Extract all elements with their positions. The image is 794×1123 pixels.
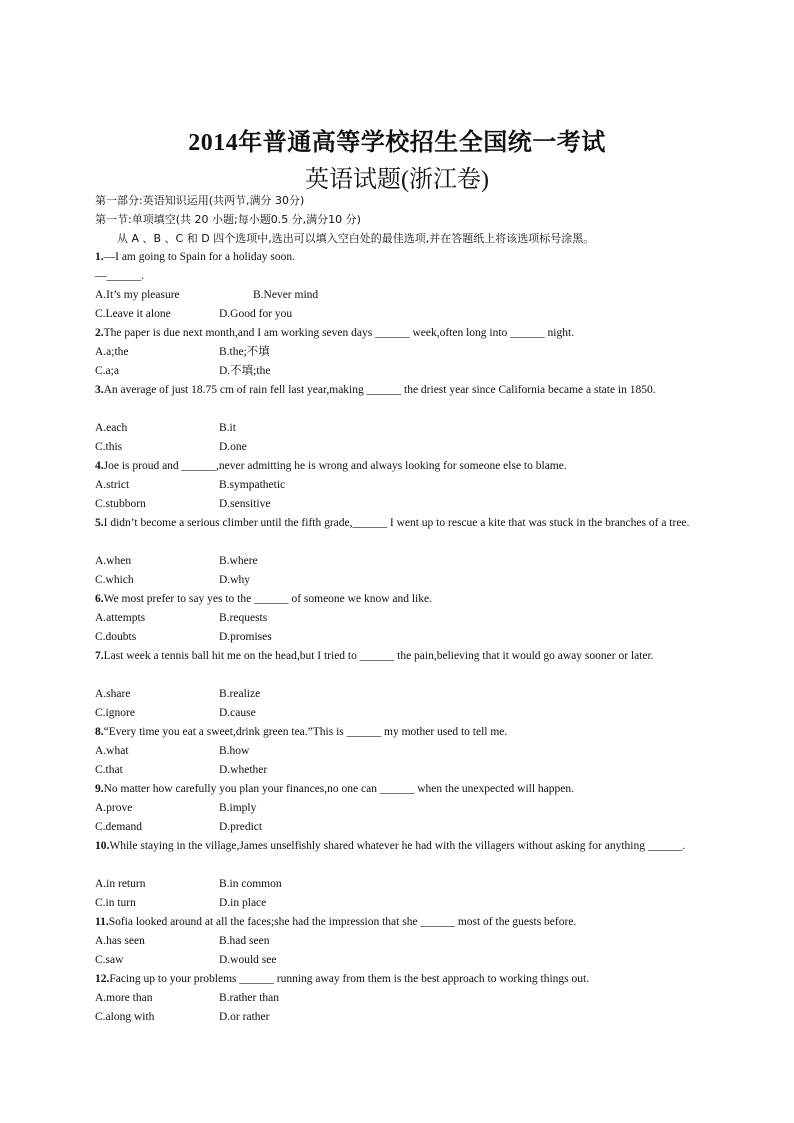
option-d: D.promises [219, 631, 272, 643]
option-b: B.requests [219, 612, 268, 624]
options-row [95, 685, 690, 704]
question-number: 7. [95, 650, 104, 662]
question-11 [95, 913, 690, 932]
option-a: A.has seen [95, 935, 145, 947]
option-d: D.one [219, 441, 247, 453]
option-b: B.sympathetic [219, 479, 286, 491]
question-12 [95, 970, 690, 989]
option-a: A.share [95, 688, 131, 700]
question-text: —I am going to Spain for a holiday soon. [103, 251, 295, 263]
option-a: A.prove [95, 802, 133, 814]
option-c: C.which [95, 574, 134, 586]
option-c: C.ignore [95, 707, 135, 719]
option-b: B.it [219, 422, 236, 434]
question-10 [95, 837, 690, 875]
question-8 [95, 723, 690, 742]
question-text: Facing up to your problems ______ running away from them is the best approach to working things out. [109, 973, 590, 985]
question-text: While staying in the village,James unselfishly shared whatever he had with the villagers without asking for anything ______. [109, 840, 686, 852]
option-d: D.why [219, 574, 250, 586]
question-number: 3. [95, 384, 104, 396]
question-text: Joe is proud and ______,never admitting he is wrong and always looking for someone else to blame. [103, 460, 567, 472]
options-row [95, 951, 690, 970]
option-d: D.Good for you [219, 308, 293, 320]
options-row [95, 894, 690, 913]
options-row [95, 742, 690, 761]
question-text: An average of just 18.75 cm of rain fell last year,making ______ the driest year since California became a state in 1850. [103, 384, 656, 396]
question-text: Sofia looked around at all the faces;she had the impression that she ______ most of the guests before. [108, 916, 577, 928]
option-d: D.in place [219, 897, 267, 909]
options-row [95, 305, 690, 324]
exam-content [95, 191, 690, 1027]
option-b: B.rather than [219, 992, 280, 1004]
option-c: C.Leave it alone [95, 308, 171, 320]
option-b: B.imply [219, 802, 257, 814]
question-text: Last week a tennis ball hit me on the head,but I tried to ______ the pain,believing that it would go away sooner or later. [103, 650, 654, 662]
option-d: D.cause [219, 707, 256, 719]
options-row [95, 476, 690, 495]
options-row [95, 761, 690, 780]
options-row [95, 495, 690, 514]
question-6 [95, 590, 690, 609]
option-a: A.in return [95, 878, 146, 890]
options-row [95, 609, 690, 628]
options-row [95, 818, 690, 837]
question-text: “Every time you eat a sweet,drink green tea.”This is ______ my mother used to tell me. [103, 726, 508, 738]
option-c: C.a;a [95, 365, 119, 377]
option-b: B.the;不填 [219, 346, 270, 358]
option-d: D.would see [219, 954, 277, 966]
question-text: The paper is due next month,and I am working seven days ______ week,often long into ______ night. [103, 327, 575, 339]
question-number: 12. [95, 973, 110, 985]
options-row [95, 362, 690, 381]
question-number: 5. [95, 517, 104, 529]
options-row [95, 932, 690, 951]
question-number: 8. [95, 726, 104, 738]
options-row [95, 704, 690, 723]
option-c: C.demand [95, 821, 142, 833]
option-a: A.strict [95, 479, 130, 491]
question-number: 10. [95, 840, 110, 852]
question-number: 6. [95, 593, 104, 605]
options-row [95, 989, 690, 1008]
option-c: C.doubts [95, 631, 137, 643]
exam-title: 2014年普通高等学校招生全国统一考试 [188, 130, 606, 156]
option-a: A.more than [95, 992, 153, 1004]
question-1 [95, 248, 690, 267]
question-9 [95, 780, 690, 799]
question-text: I didn’t become a serious climber until the fifth grade,______ I went up to rescue a kite that was stuck in the branches of a tree. [103, 517, 690, 529]
option-b: B.Never mind [253, 289, 319, 301]
option-a: A.It’s my pleasure [95, 289, 180, 301]
options-row [95, 875, 690, 894]
option-c: C.saw [95, 954, 124, 966]
question-1-reply: —______. [95, 270, 144, 282]
option-b: B.where [219, 555, 258, 567]
question-4 [95, 457, 690, 476]
options-row [95, 571, 690, 590]
question-number: 11. [95, 916, 109, 928]
option-c: C.along with [95, 1011, 155, 1023]
question-3 [95, 381, 690, 419]
option-d: D.predict [219, 821, 263, 833]
options-row [95, 552, 690, 571]
option-a: A.a;the [95, 346, 129, 358]
question-number: 4. [95, 460, 104, 472]
question-number: 2. [95, 327, 104, 339]
question-7 [95, 647, 690, 685]
question-number: 1. [95, 251, 104, 263]
option-a: A.each [95, 422, 128, 434]
options-row [95, 1008, 690, 1027]
option-d: D.sensitive [219, 498, 271, 510]
option-c: C.stubborn [95, 498, 146, 510]
question-5 [95, 514, 690, 552]
part-heading: 第一部分:英语知识运用(共两节,满分 30分) [95, 194, 305, 207]
option-d: D.or rather [219, 1011, 270, 1023]
option-b: B.realize [219, 688, 261, 700]
option-a: A.what [95, 745, 129, 757]
option-d: D.不填;the [219, 365, 271, 377]
option-b: B.how [219, 745, 250, 757]
instructions: 从 A 、B 、C 和 D 四个选项中,选出可以填入空白处的最佳选项,并在答题纸上将该选项标号涂黑。 [117, 232, 595, 245]
options-row [95, 286, 690, 305]
question-2 [95, 324, 690, 343]
option-c: C.that [95, 764, 123, 776]
section-heading: 第一节:单项填空(共 20 小题;每小题0.5 分,满分10 分) [95, 213, 361, 226]
options-row [95, 343, 690, 362]
options-row [95, 799, 690, 818]
option-a: A.when [95, 555, 132, 567]
options-row [95, 438, 690, 457]
question-text: No matter how carefully you plan your finances,no one can ______ when the unexpected will happen. [103, 783, 575, 795]
option-c: C.in turn [95, 897, 136, 909]
option-b: B.in common [219, 878, 282, 890]
option-b: B.had seen [219, 935, 270, 947]
option-c: C.this [95, 441, 123, 453]
options-row [95, 419, 690, 438]
question-number: 9. [95, 783, 104, 795]
question-text: We most prefer to say yes to the ______ of someone we know and like. [103, 593, 432, 605]
exam-subtitle: 英语试题(浙江卷) [305, 167, 489, 193]
option-a: A.attempts [95, 612, 146, 624]
option-d: D.whether [219, 764, 268, 776]
options-row [95, 628, 690, 647]
